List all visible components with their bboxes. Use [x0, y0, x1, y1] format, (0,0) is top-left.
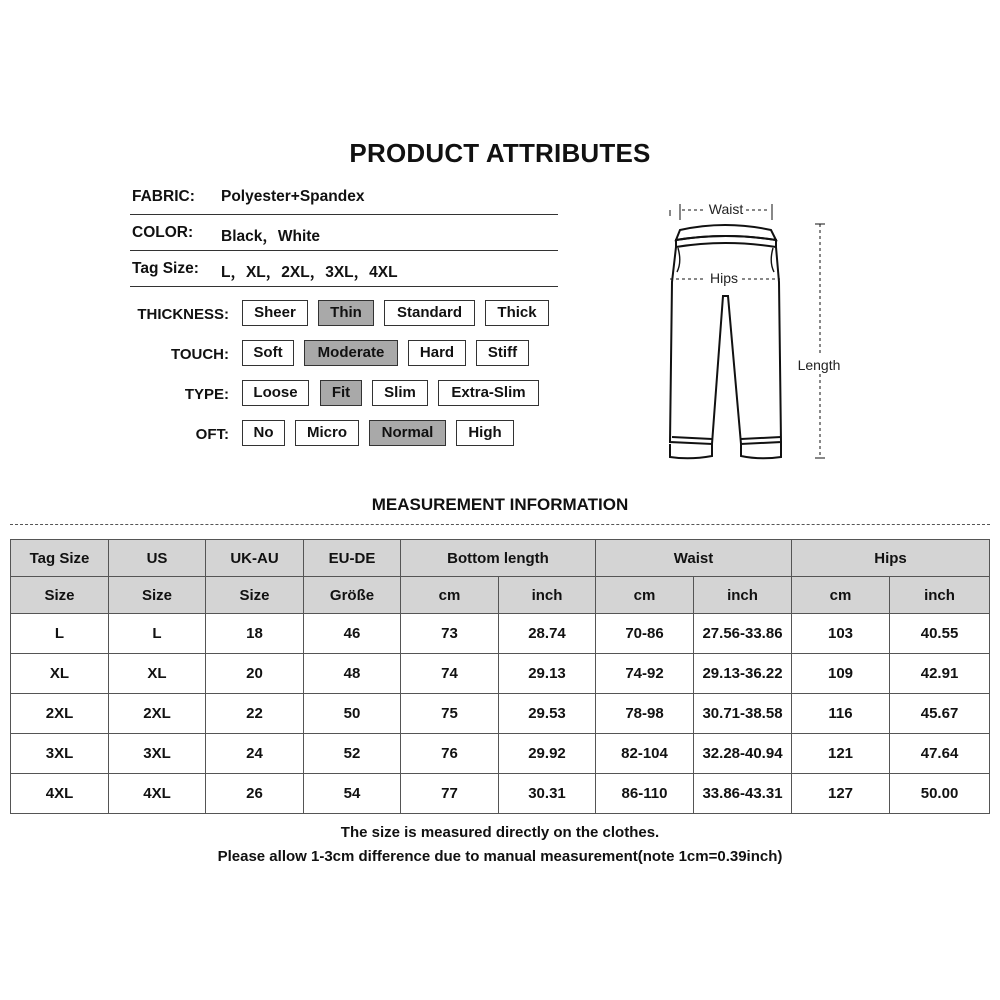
- table-cell: 103: [792, 614, 890, 654]
- thickness-option-thick: Thick: [485, 300, 549, 326]
- thickness-option-sheer: Sheer: [242, 300, 308, 326]
- subheader-cell: Size: [109, 577, 206, 614]
- table-cell: 24: [206, 734, 304, 774]
- table-cell: XL: [109, 654, 206, 694]
- hips-label: Hips: [709, 270, 739, 286]
- note-measurement-method: The size is measured directly on the clothes.: [340, 824, 660, 841]
- table-cell: 27.56-33.86: [694, 614, 792, 654]
- table-cell: 45.67: [890, 694, 990, 734]
- header-row-primary: [11, 540, 990, 577]
- table-cell: 29.13: [499, 654, 596, 694]
- table-cell: 28.74: [499, 614, 596, 654]
- table-cell: 77: [401, 774, 499, 814]
- table-cell: 32.28-40.94: [694, 734, 792, 774]
- table-cell: 121: [792, 734, 890, 774]
- table-cell: 47.64: [890, 734, 990, 774]
- oft-option-normal: Normal: [369, 420, 446, 446]
- table-cell: 30.31: [499, 774, 596, 814]
- table-cell: 33.86-43.31: [694, 774, 792, 814]
- header-cell: Bottom length: [401, 540, 596, 577]
- color-row: [130, 216, 558, 251]
- measurement-title: MEASUREMENT INFORMATION: [371, 495, 629, 514]
- type-option-loose: Loose: [242, 380, 309, 406]
- table-cell: 2XL: [11, 694, 109, 734]
- table-cell: 46: [304, 614, 401, 654]
- table-cell: 40.55: [890, 614, 990, 654]
- subheader-cell: cm: [401, 577, 499, 614]
- touch-option-soft: Soft: [242, 340, 294, 366]
- table-row: [11, 734, 990, 774]
- subheader-cell: inch: [499, 577, 596, 614]
- table-cell: 48: [304, 654, 401, 694]
- table-row: [11, 654, 990, 694]
- table-cell: 50: [304, 694, 401, 734]
- table-row: [11, 614, 990, 654]
- table-cell: XL: [11, 654, 109, 694]
- type-label: TYPE:: [184, 386, 229, 403]
- table-cell: 42.91: [890, 654, 990, 694]
- table-cell: L: [109, 614, 206, 654]
- fabric-value: Polyester+Spandex: [221, 188, 365, 205]
- waist-label: Waist: [708, 201, 744, 217]
- touch-option-moderate: Moderate: [304, 340, 398, 366]
- header-cell: Waist: [596, 540, 792, 577]
- table-cell: 2XL: [109, 694, 206, 734]
- table-cell: 3XL: [109, 734, 206, 774]
- table-cell: 54: [304, 774, 401, 814]
- thickness-label: THICKNESS:: [137, 306, 229, 323]
- oft-option-high: High: [456, 420, 514, 446]
- table-cell: 116: [792, 694, 890, 734]
- type-option-extra-slim: Extra-Slim: [438, 380, 539, 406]
- touch-label: TOUCH:: [170, 346, 229, 363]
- table-cell: 29.13-36.22: [694, 654, 792, 694]
- measurement-table: [10, 539, 990, 814]
- color-label: COLOR:: [132, 224, 194, 241]
- subheader-cell: Size: [11, 577, 109, 614]
- subheader-cell: Size: [206, 577, 304, 614]
- tag-size-label: Tag Size:: [132, 260, 199, 277]
- oft-option-no: No: [242, 420, 285, 446]
- touch-option-hard: Hard: [408, 340, 466, 366]
- table-row: [11, 694, 990, 734]
- oft-option-micro: Micro: [295, 420, 359, 446]
- table-cell: 70-86: [596, 614, 694, 654]
- table-cell: 73: [401, 614, 499, 654]
- table-cell: 29.53: [499, 694, 596, 734]
- thickness-option-thin: Thin: [318, 300, 374, 326]
- pants-icon: [670, 225, 781, 458]
- table-cell: 76: [401, 734, 499, 774]
- header-row-secondary: [11, 577, 990, 614]
- tag-size-row: [130, 252, 558, 287]
- header-cell: UK-AU: [206, 540, 304, 577]
- table-cell: 82-104: [596, 734, 694, 774]
- table-cell: 22: [206, 694, 304, 734]
- table-cell: 74-92: [596, 654, 694, 694]
- table-cell: 30.71-38.58: [694, 694, 792, 734]
- page-title: PRODUCT ATTRIBUTES: [349, 138, 651, 168]
- table-cell: L: [11, 614, 109, 654]
- table-cell: 18: [206, 614, 304, 654]
- table-row: [11, 774, 990, 814]
- header-cell: US: [109, 540, 206, 577]
- table-cell: 74: [401, 654, 499, 694]
- table-cell: 109: [792, 654, 890, 694]
- fabric-label: FABRIC:: [132, 188, 195, 205]
- table-cell: 52: [304, 734, 401, 774]
- section-divider: [10, 524, 990, 525]
- table-cell: 26: [206, 774, 304, 814]
- length-label: Length: [797, 357, 841, 373]
- subheader-cell: inch: [694, 577, 792, 614]
- table-cell: 127: [792, 774, 890, 814]
- subheader-cell: inch: [890, 577, 990, 614]
- type-option-fit: Fit: [320, 380, 362, 406]
- table-cell: 20: [206, 654, 304, 694]
- note-measurement-tolerance: Please allow 1-3cm difference due to manual measurement(note 1cm=0.39inch): [217, 848, 783, 865]
- header-cell: Tag Size: [11, 540, 109, 577]
- oft-label: OFT:: [195, 426, 229, 443]
- subheader-cell: cm: [792, 577, 890, 614]
- table-cell: 75: [401, 694, 499, 734]
- tag-size-value: L，XL，2XL，3XL，4XL: [221, 264, 398, 281]
- table-cell: 78-98: [596, 694, 694, 734]
- color-value: Black，White: [221, 228, 321, 245]
- table-cell: 29.92: [499, 734, 596, 774]
- table-cell: 50.00: [890, 774, 990, 814]
- subheader-cell: cm: [596, 577, 694, 614]
- table-cell: 4XL: [11, 774, 109, 814]
- type-option-slim: Slim: [372, 380, 428, 406]
- table-cell: 3XL: [11, 734, 109, 774]
- header-cell: EU-DE: [304, 540, 401, 577]
- thickness-option-standard: Standard: [384, 300, 475, 326]
- subheader-cell: Größe: [304, 577, 401, 614]
- table-cell: 4XL: [109, 774, 206, 814]
- header-cell: Hips: [792, 540, 990, 577]
- table-cell: 86-110: [596, 774, 694, 814]
- pants-diagram: [640, 192, 860, 467]
- fabric-row: [130, 180, 558, 215]
- touch-option-stiff: Stiff: [476, 340, 529, 366]
